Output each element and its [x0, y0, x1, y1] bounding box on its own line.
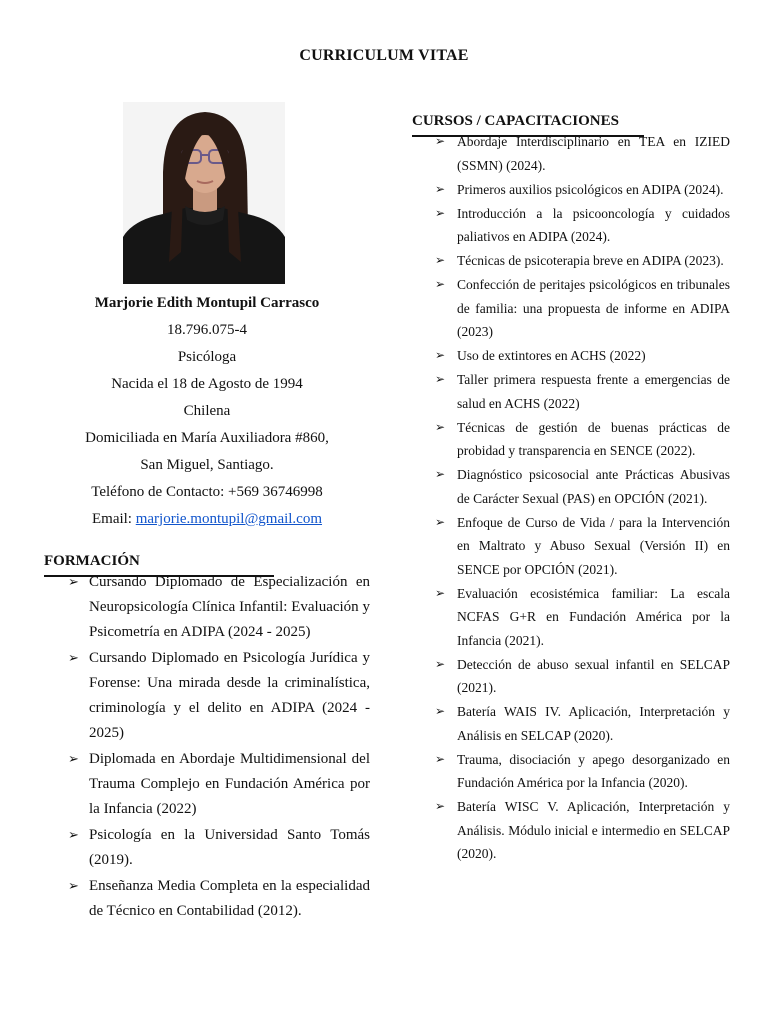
arrow-bullet-icon: ➢	[435, 467, 446, 481]
arrow-bullet-icon: ➢	[435, 181, 446, 196]
list-item: ➢ Introducción a la psicooncología y cuidados paliativos en ADIPA (2024).	[412, 202, 730, 249]
birth-date: Nacida el 18 de Agosto de 1994	[111, 376, 303, 392]
list-item: ➢ Evaluación ecosistémica familiar: La escala NCFAS G+R en Fundación América por la Infancia (2021).	[412, 582, 730, 653]
arrow-bullet-icon: ➢	[435, 799, 446, 813]
arrow-bullet-icon: ➢	[435, 205, 446, 220]
address-line-1: Domiciliada en María Auxiliadora #860,	[85, 430, 329, 446]
list-item: ➢ Enfoque de Curso de Vida / para la Intervención en Maltrato y Abuso Sexual (Versión II) en SENCE por OPCIÓN (2021).	[412, 511, 730, 582]
formacion-list	[44, 570, 370, 924]
email-row	[44, 506, 370, 533]
formacion-heading-text: FORMACIÓN	[44, 553, 140, 569]
arrow-bullet-icon: ➢	[68, 752, 79, 767]
arrow-bullet-icon: ➢	[68, 651, 79, 666]
arrow-bullet-icon: ➢	[435, 372, 446, 386]
arrow-bullet-icon: ➢	[68, 575, 79, 590]
arrow-bullet-icon: ➢	[435, 585, 446, 600]
list-item: ➢ Batería WISC V. Aplicación, Interpretación y Análisis. Módulo inicial e intermedio en SELCAP (2020).	[412, 795, 730, 866]
list-item: ➢ Trauma, disociación y apego desorganizado en Fundación América por la Infancia (2020).	[412, 748, 730, 795]
address-line-2: San Miguel, Santiago.	[140, 457, 274, 473]
arrow-bullet-icon: ➢	[435, 277, 446, 291]
arrow-bullet-icon: ➢	[435, 751, 446, 766]
cursos-heading	[412, 113, 730, 130]
list-item: ➢ Uso de extintores en ACHS (2022)	[412, 344, 730, 368]
list-item: ➢ Diplomada en Abordaje Multidimensional del Trauma Complejo en Fundación América por la Infancia (2022)	[44, 747, 370, 822]
list-item: ➢ Batería WAIS IV. Aplicación, Interpretación y Análisis en SELCAP (2020).	[412, 700, 730, 747]
list-item: ➢ Confección de peritajes psicológicos en tribunales de familia: una propuesta de informe en ADIPA (2023)	[412, 273, 730, 344]
arrow-bullet-icon: ➢	[435, 134, 446, 148]
rut-number: 18.796.075-4	[167, 322, 247, 338]
list-item: ➢ Cursando Diplomado en Psicología Jurídica y Forense: Una mirada desde la criminalística, criminología y el delito en ADIPA (2024 - 2025)	[44, 646, 370, 746]
document-title: CURRICULUM VITAE	[299, 47, 469, 64]
list-item: ➢ Taller primera respuesta frente a emergencias de salud en ACHS (2022)	[412, 368, 730, 415]
arrow-bullet-icon: ➢	[68, 879, 79, 894]
list-item: ➢ Abordaje Interdisciplinario en TEA en IZIED (SSMN) (2024).	[412, 130, 730, 177]
arrow-bullet-icon: ➢	[435, 656, 446, 671]
list-item: ➢ Primeros auxilios psicológicos en ADIPA (2024).	[412, 178, 730, 202]
arrow-bullet-icon: ➢	[435, 348, 446, 362]
cursos-heading-text: CURSOS / CAPACITACIONES	[412, 113, 619, 129]
arrow-bullet-icon: ➢	[435, 253, 446, 267]
nationality: Chilena	[183, 403, 231, 419]
arrow-bullet-icon: ➢	[435, 704, 446, 718]
email-link[interactable]: marjorie.montupil@gmail.com	[135, 511, 323, 527]
arrow-bullet-icon: ➢	[68, 828, 79, 843]
arrow-bullet-icon: ➢	[435, 419, 446, 434]
left-column	[44, 102, 370, 925]
arrow-bullet-icon: ➢	[435, 514, 446, 529]
list-item: ➢ Psicología en la Universidad Santo Tomás (2019).	[44, 823, 370, 873]
identity-block	[44, 290, 370, 533]
formacion-heading	[44, 553, 370, 570]
cursos-list	[412, 130, 730, 866]
list-item: ➢ Enseñanza Media Completa en la especialidad de Técnico en Contabilidad (2012).	[44, 874, 370, 924]
list-item: ➢ Diagnóstico psicosocial ante Prácticas Abusivas de Carácter Sexual (PAS) en OPCIÓN (2021).	[412, 463, 730, 510]
profession: Psicóloga	[177, 349, 237, 365]
list-item: ➢ Detección de abuso sexual infantil en SELCAP (2021).	[412, 653, 730, 700]
phone-number: Teléfono de Contacto: +569 36746998	[91, 484, 323, 500]
profile-photo	[123, 102, 285, 284]
person-name: Marjorie Edith Montupil Carrasco	[94, 295, 320, 311]
list-item: ➢ Técnicas de gestión de buenas prácticas de probidad y transparencia en SENCE (2022).	[412, 416, 730, 463]
list-item: ➢ Cursando Diplomado de Especialización en Neuropsicología Clínica Infantil: Evaluación y Psicometría en ADIPA (2024 - 2025)	[44, 570, 370, 645]
list-item: ➢ Técnicas de psicoterapia breve en ADIPA (2023).	[412, 249, 730, 273]
email-label: Email:	[91, 511, 136, 527]
right-column	[412, 113, 730, 866]
